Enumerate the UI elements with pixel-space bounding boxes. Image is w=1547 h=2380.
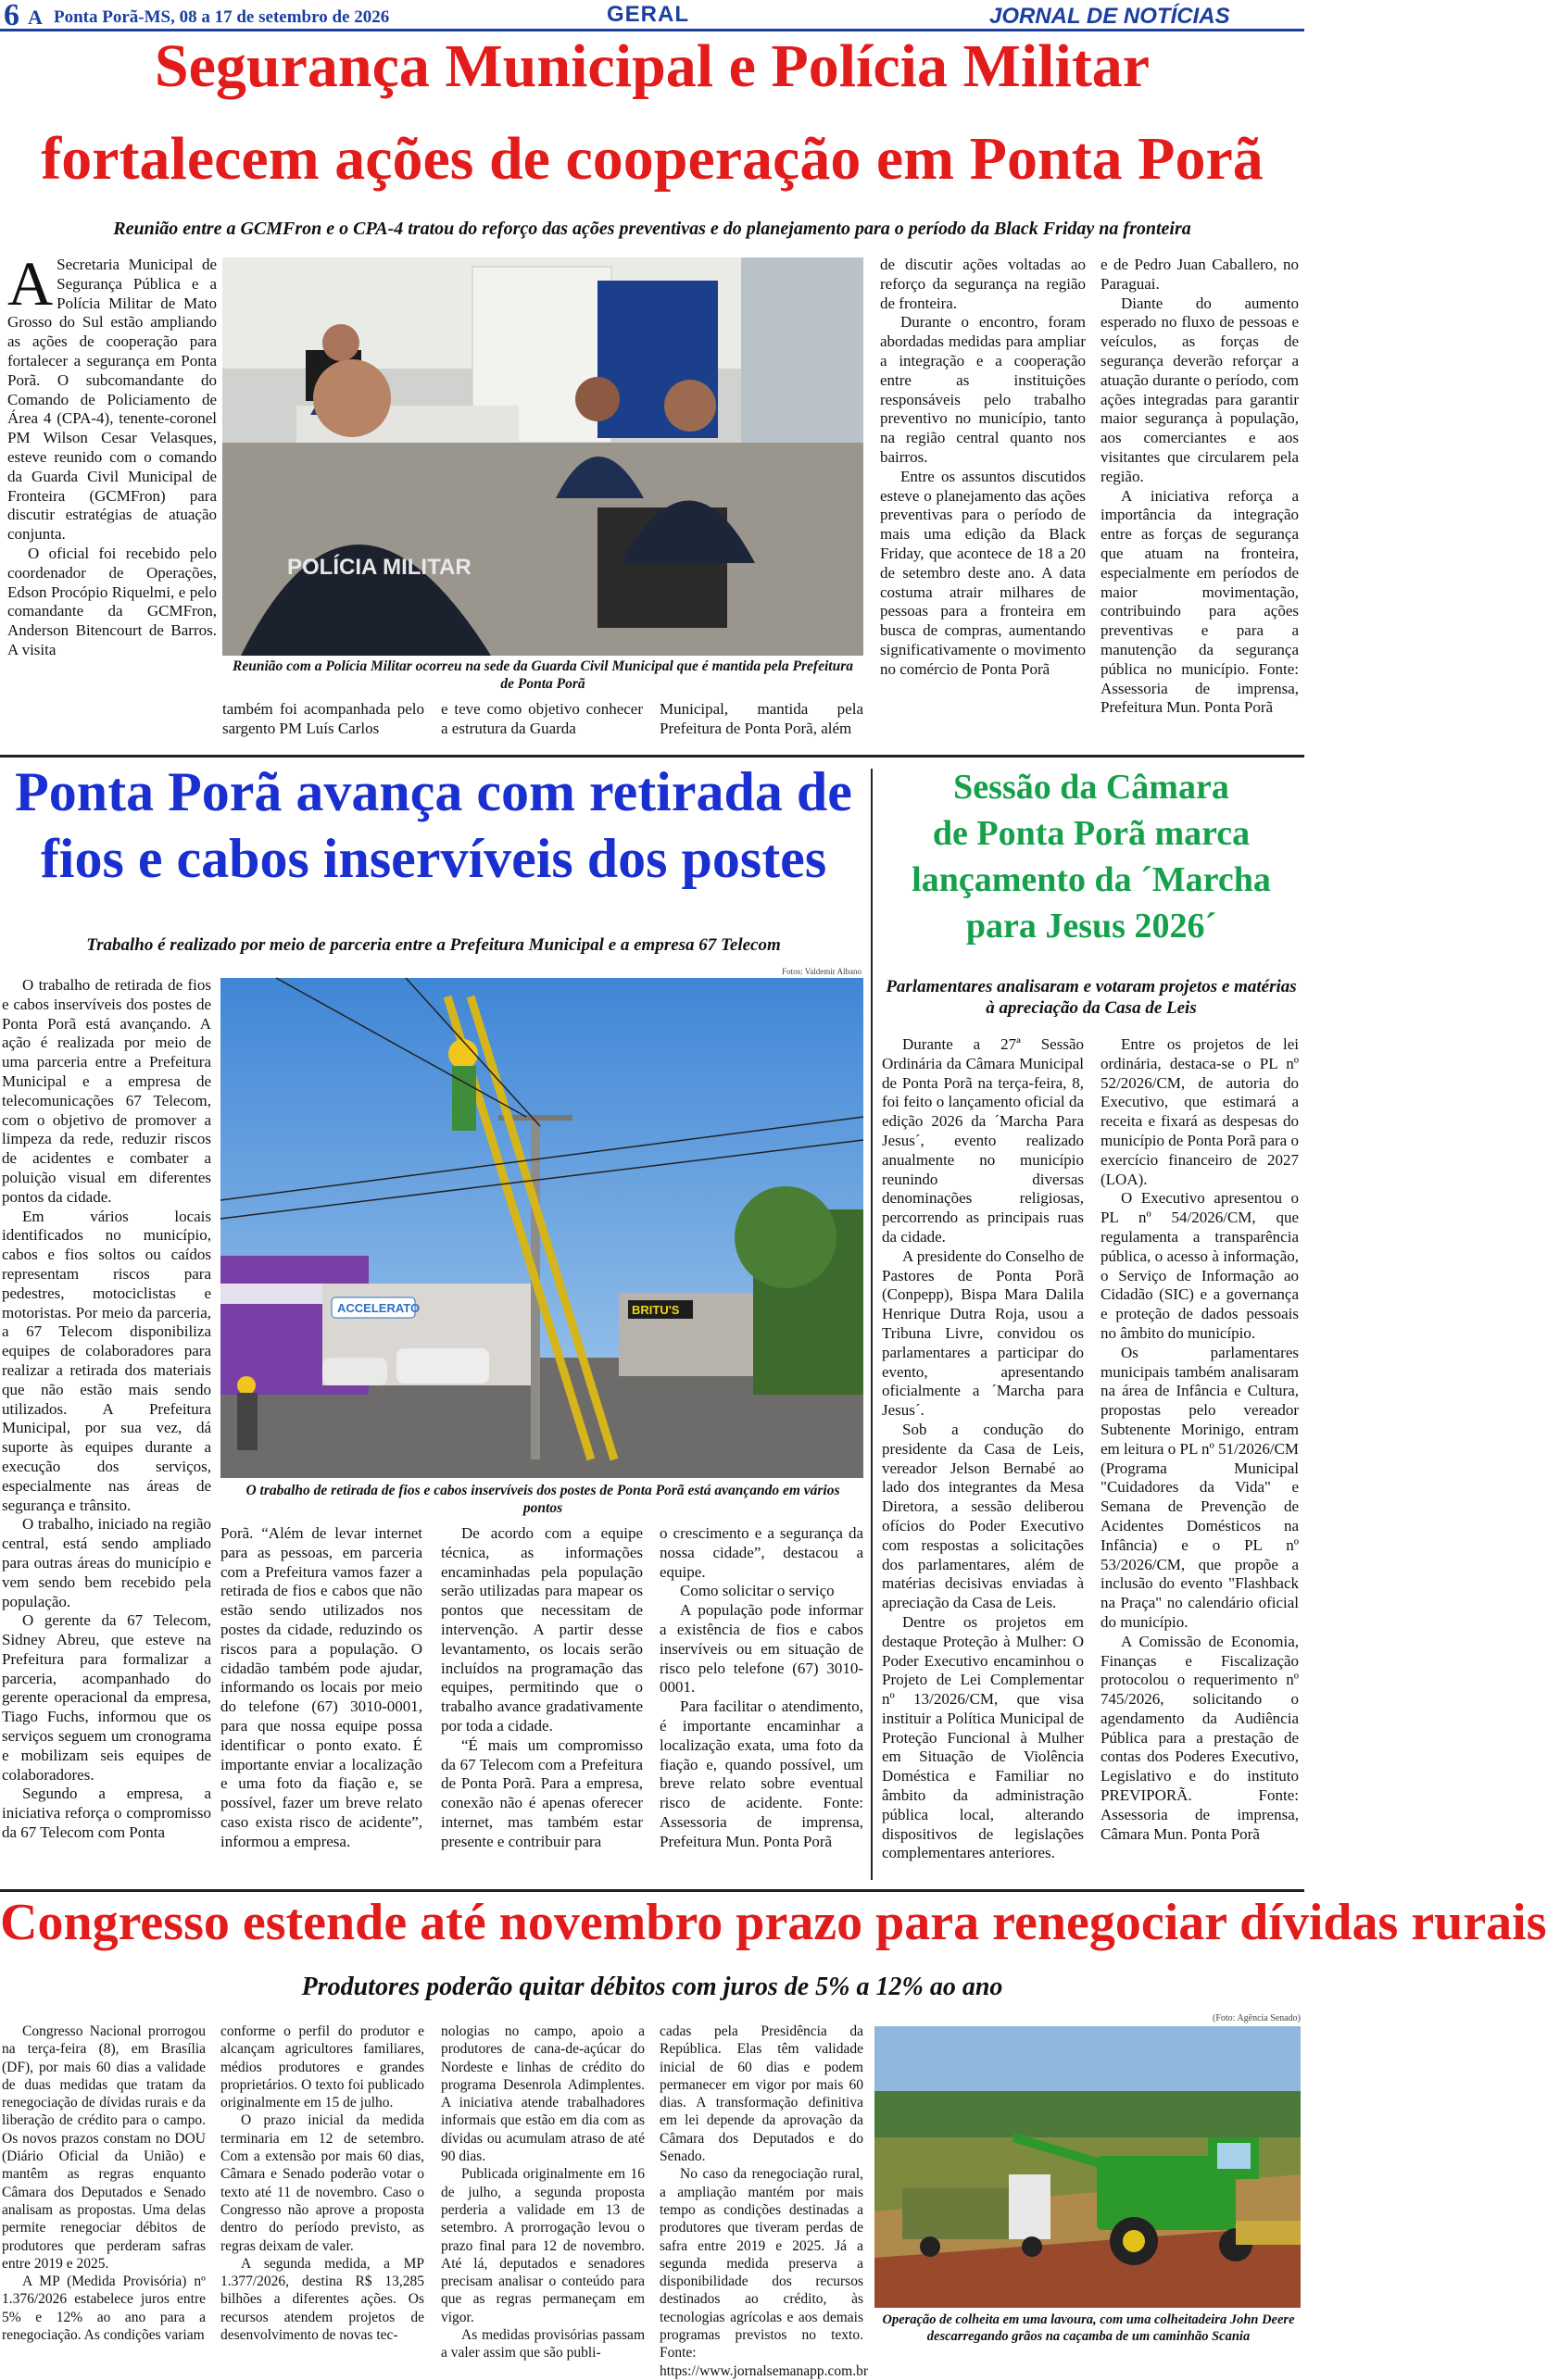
article2-subhead: Trabalho é realizado por meio de parceria entre a Prefeitura Municipal e a empresa 67 Telecom [86,935,781,955]
article1-column-4: e de Pedro Juan Caballero, no Paraguai. Diante do aumento esperado no fluxo de pessoas e veículos, as forças de segurança deverão reforçar a atuação durante o período, com ações integradas para garantir maior segurança à população, aos comerciantes e aos visitantes que circularem pela região. A iniciativa reforça a importância da integração entre as forças de segurança que atuam na fronteira, especialmente em períodos de maior movimentação, contribuindo para ações preventivas e para a manutenção da segurança pública no município. Fonte: Assessoria de imprensa, Prefeitura Mun. Ponta Porã [1101,256,1299,717]
article2-photo-caption: O trabalho de retirada de fios e cabos inservíveis dos postes de Ponta Porã está avançando em vários pontos [245,1483,840,1516]
article3-headline-line1: Sessão da Câmara [953,768,1229,807]
article1-subhead: Reunião entre a GCMFron e o CPA-4 tratou do reforço das ações preventivas e do planejamento para o período da Black Friday na fronteira [113,219,1191,239]
article2-column-4: o crescimento e a segurança da nossa cidade”, destacou a equipe. Como solicitar o serviço A população pode informar a existência de fios e cabos inservíveis ou em situação de risco pelo telefone (67) 3010-0001. Para facilitar o atendimento, é importante encaminhar a localização exata, uma foto da fiação e, quando possível, um breve relato sobre eventual risco de acidente. Fonte: Assessoria de imprensa, Prefeitura Mun. Ponta Porã [660,1524,863,1850]
article3-headline-line2: de Ponta Porã marca [932,814,1251,853]
article1-dropcap: A [7,248,54,319]
article1-under-2: e teve como objetivo conhecer a estrutura da Guarda [441,700,643,737]
article4-photo-credit: (Foto: Agência Senado) [1213,2013,1301,2023]
cable-removal-photo [220,978,863,1478]
article2-column-2: Porã. “Além de levar internet para as pessoas, em parceria com a Prefeitura vamos fazer a retirada de fios e cabos que não estão sendo utilizados nos postes da cidade, reduzindo os riscos para a população. O cidadão também pode ajudar, informando os locais por meio do telefone (67) 3010-0001, para que nossa equipe possa identificar o ponto exato. É importante enviar a localização e uma foto da fiação e, se possível, fazer um breve relato caso exista risco de acidente”, informou a empresa. [220,1524,422,1850]
page-number: 6 [4,0,19,32]
article3-headline-line4: para Jesus 2026´ [965,907,1217,946]
divider-vertical [871,769,873,1880]
article1-headline-line2: fortalecem ações de cooperação em Ponta Porã [41,125,1264,193]
article3-headline-line3: lançamento da ´Marcha [912,860,1271,899]
article3-subhead: Parlamentares analisaram e votaram projetos e matérias à apreciação da Casa de Leis [886,977,1297,1018]
article2-column-3: De acordo com a equipe técnica, as informações encaminhadas pela população serão utilizadas para mapear os pontos que necessitam de intervenção. A partir desse levantamento, os locais serão incluídos na programação das equipes, permitindo que o trabalho avance gradativamente por toda a cidade. “É mais um compromisso da 67 Telecom com a Prefeitura de Ponta Porã. Para a empresa, conexão não é apenas oferecer internet, mas também estar presente e contribuir para [441,1524,643,1850]
article4-column-1: Congresso Nacional prorrogou na terça-feira (8), em Brasília (DF), por mais 60 dias a validade de duas medidas que tratam da renegociação de dívidas rurais e da liberação de crédito para o campo. Os novos prazos constam no DOU (Diário Oficial da União) e mantêm as regras enquanto Câmara dos Deputados e Senado analisam as propostas. Uma delas permite renegociar débitos de produtores que perderam safras entre 2019 e 2025. A MP (Medida Provisória) nº 1.376/2026 estabelece juros entre 5% e 12% ao ano para a renegociação. As condições variam [2,2023,206,2344]
article2-photo-credit: Fotos: Valdemir Albano [782,967,862,976]
article4-column-3: nologias no campo, apoio a produtores de cana-de-açúcar do Nordeste e linhas de crédito do programa Desenrola Adimplentes. A iniciativa atende trabalhadores informais que estão em dia com as dívidas ou acumulam atraso de até 90 dias. Publicada originalmente em 16 de julho, a segunda proposta perderia a validade em 13 de setembro. A prorrogação levou o prazo final para 12 de novembro. Até lá, deputados e senadores precisam analisar o conteúdo para que as regras permaneçam em vigor. As medidas provisórias passam a valer assim que são publi- [441,2023,645,2361]
article4-headline: Congresso estende até novembro prazo para renegociar dívidas rurais [0,1894,1547,1951]
article1-under-1: também foi acompanhada pelo sargento PM Luís Carlos [222,700,424,737]
section-name: GERAL [607,2,689,27]
article1-photo-caption: Reunião com a Polícia Militar ocorreu na sede da Guarda Civil Municipal que é mantida pela Prefeitura de Ponta Porã [233,658,853,692]
article2-headline-line2: fios e cabos inservíveis dos postes [40,828,827,889]
dateline: Ponta Porã-MS, 08 a 17 de setembro de 2026 [54,7,390,27]
article3-column-2: Entre os projetos de lei ordinária, destaca-se o PL nº 52/2026/CM, de autoria do Executivo, que estimará a receita e fixará as despesas do município de Ponta Porã para o exercício financeiro de 2027 (LOA). O Executivo apresentou o PL nº 54/2026/CM, que regulamenta a transparência pública, o acesso à informação, o Serviço de Informação ao Cidadão (SIC) e a governança e proteção de dados pessoais no âmbito do município. Os parlamentares municipais também analisaram na área de Infância e Cultura, propostas pelo vereador Subtenente Morinigo, entram em leitura o PL nº 51/2026/CM (Programa Municipal "Cuidadores da Vida" e Semana de Prevenção de Acidentes Domésticos na Infância) e o PL nº 53/2026/CM, que propõe a inclusão do evento "Flashback na Praça" no calendário oficial do município. A Comissão de Economia, Finanças e Fiscalização protocolou o requerimento nº 745/2026, solicitando o agendamento da Audiência Pública para a prestação de contas dos Poderes Executivo, Legislativo e do instituto PREVIPORÃ. Fonte: Assessoria de imprensa, Câmara Mun. Ponta Porã [1101,1035,1299,1843]
article4-column-4: cadas pela Presidência da República. Elas têm validade inicial de 60 dias e podem permanecer em vigor por mais 60 dias. A transformação definitiva em lei depende da aprovação da Câmara dos Deputados e do Senado. No caso da renegociação rural, a ampliação mantém por mais tempo as condições destinadas a produtores que tiveram perdas de safra entre 2019 e 2025. Já a segunda medida preserva a disponibilidade dos recursos destinados ao crédito, às tecnologias agrícolas e aos demais programas previstos no texto. Fonte: https://www.jornalsemanapp.com.br [660,2023,868,2379]
page-letter: A [28,6,43,29]
article4-photo-caption: Operação de colheita em uma lavoura, com uma colheitadeira John Deere descarregando grãos na caçamba de um caminhão Scania [882,2312,1295,2344]
article1-col1-second: O oficial foi recebido pelo coordenador de Operações, Edson Procópio Riquelmi, e pelo comandante da GCMFron, Anderson Bitencourt de Barros. A visita [7,544,217,658]
divider-2 [0,1889,1304,1892]
article1-under-3: Municipal, mantida pela Prefeitura de Ponta Porã, além [660,700,863,737]
article2-headline-line1: Ponta Porã avança com retirada de [15,761,852,822]
vest-label: POLÍCIA MILITAR [287,555,472,580]
article1-column-3: de discutir ações voltadas ao reforço da segurança na região de fronteira. Durante o encontro, foram abordadas medidas para ampliar a integração e a cooperação entre as instituições responsáveis pelo trabalho preventivo no município, tanto na região central quanto nos bairros. Entre os assuntos discutidos esteve o planejamento das ações preventivas para o período de mais uma edição da Black Friday, que acontece de 18 a 20 de setembro deste ano. A data costuma atrair milhares de pessoas para a fronteira em busca de compras, aumentando significativamente o movimento no comércio de Ponta Porã [880,256,1086,678]
article4-subhead: Produtores poderão quitar débitos com juros de 5% a 12% ao ano [301,1973,1003,2001]
britus-sign: BRITU'S [632,1303,680,1317]
accelerato-sign: ACCELERATO [337,1301,421,1315]
article1-col1-first: Secretaria Municipal de Segurança Pública e a Polícia Militar de Mato Grosso do Sul estão ampliando as ações de cooperação para fortalecer a segurança em Ponta Porã. O subcomandante do Comando de Policiamento de Área 4 (CPA-4), tenente-coronel PM Wilson Cesar Velasques, esteve reunido com o comando da Guarda Civil Municipal de Fronteira (GCMFron) para discutir estratégias de atuação conjunta. [7,256,217,544]
article1-column-1 [7,248,217,743]
article3-column-1: Durante a 27ª Sessão Ordinária da Câmara Municipal de Ponta Porã na terça-feira, 8, foi feito o lançamento oficial da edição 2026 da ´Marcha Para Jesus´, evento realizado anualmente no município reunindo diversas denominações religiosas, percorrendo as principais ruas da cidade. A presidente do Conselho de Pastores de Ponta Porã (Conpepp), Bispa Mara Dalila Henrique Dutra Roja, usou a Tribuna Livre, convidou os parlamentares a participar do evento, apresentando oficialmente a ´Marcha para Jesus´. Sob a condução do presidente da Casa de Leis, vereador Jelson Bernabé ao lado dos integrantes da Mesa Diretora, a sessão deliberou ofícios do Poder Executivo com respostas a solicitações dos parlamentares, além de matérias decisivas enviadas à apreciação da Casa de Leis. Dentre os projetos em destaque Proteção à Mulher: O Poder Executivo encaminhou o Projeto de Lei Complementar nº 13/2026/CM, que visa instituir a Política Municipal de Proteção Funcional à Mulher em Situação de Violência Doméstica e Familiar no âmbito da administração pública local, alterando dispositivos de legislações complementares anteriores. [882,1035,1084,1862]
article1-headline-line1: Segurança Municipal e Polícia Militar [154,32,1151,100]
article2-column-1: O trabalho de retirada de fios e cabos inservíveis dos postes de Ponta Porã está avançando. A ação é realizada por meio de uma parceria entre a Prefeitura Municipal e a empresa de telecomunicações 67 Telecom, com o objetivo de promover a limpeza da rede, reduzir riscos de acidentes e combater a poluição visual em diferentes pontos da cidade. Em vários locais identificados no município, cabos e fios soltos ou caídos representam riscos para pedestres, motociclistas e motoristas. Por meio da parceria, a 67 Telecom disponibiliza equipes de colaboradores para realizar a retirada dos materiais que não estão mais sendo utilizados. A Prefeitura Municipal, por sua vez, dá suporte às equipes durante a execução dos serviços, especialmente nas áreas de segurança e trânsito. O trabalho, iniciado na região central, está sendo ampliado para outras áreas do município e vem sendo bem recebido pela população. O gerente da 67 Telecom, Sidney Abreu, que esteve na Prefeitura para formalizar a parceria, acompanhado do gerente operacional da empresa, Tiago Fuchs, informou que os serviços seguem um cronograma e mobilizam seis equipes de colaboradores. Segundo a empresa, a iniciativa reforça o compromisso da 67 Telecom com Ponta [2,976,211,1842]
divider-1 [0,755,1304,758]
newspaper-name: JORNAL DE NOTÍCIAS [989,4,1230,29]
meeting-photo [222,257,863,656]
harvest-photo [874,2026,1301,2308]
article4-column-2: conforme o perfil do produtor e alcançam agricultores familiares, médios produtores e grandes proprietários. O texto foi publicado originalmente em 15 de julho. O prazo inicial da medida terminaria em 12 de setembro. Com a extensão por mais 60 dias, Câmara e Senado poderão votar o texto até 11 de novembro. Caso o Congresso não aprove a proposta dentro do período previsto, as regras deixam de valer. A segunda medida, a MP 1.377/2026, destina R$ 13,285 bilhões a diferentes ações. Os recursos atendem projetos de desenvolvimento de novas tec- [220,2023,424,2344]
